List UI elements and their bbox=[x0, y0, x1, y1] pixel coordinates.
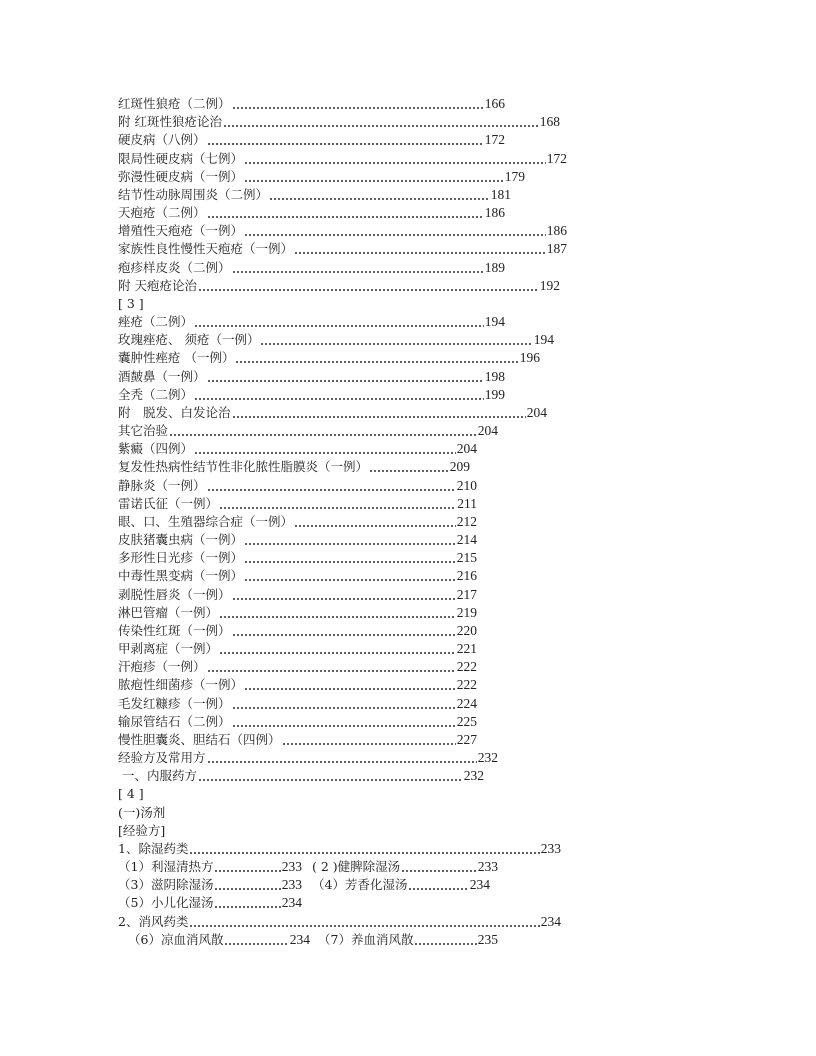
entry-title: 酒皶鼻（一例） bbox=[118, 368, 206, 384]
entry-title: [ 3 ] bbox=[118, 295, 144, 311]
dot-leader bbox=[189, 840, 539, 858]
toc-entry bbox=[118, 386, 505, 404]
dot-leader bbox=[223, 113, 539, 131]
dot-leader bbox=[189, 913, 539, 931]
dot-leader bbox=[294, 240, 546, 258]
entry-title: 结节性动脉周围炎（二例） bbox=[118, 186, 269, 202]
entry-title: 硬皮病（八例） bbox=[118, 132, 206, 148]
toc-entry bbox=[118, 95, 505, 113]
entry-title: 多形性日光疹（一例） bbox=[118, 550, 244, 566]
page-number: 199 bbox=[484, 386, 505, 402]
toc-entry bbox=[118, 731, 477, 749]
entry-title: 静脉炎（一例） bbox=[118, 477, 206, 493]
dot-leader bbox=[207, 477, 456, 495]
dot-leader bbox=[244, 222, 546, 240]
page-number: 221 bbox=[456, 641, 477, 657]
toc-entry bbox=[118, 876, 302, 894]
dot-leader bbox=[214, 894, 280, 912]
page-number: 181 bbox=[490, 186, 511, 202]
toc-entry bbox=[312, 876, 490, 894]
entry-title: 传染性红斑（一例） bbox=[118, 622, 231, 638]
dot-leader bbox=[207, 658, 456, 676]
dot-leader bbox=[207, 749, 477, 767]
page-number: 198 bbox=[484, 368, 505, 384]
entry-title: 紫癜（四例） bbox=[118, 441, 194, 457]
page-number: 233 bbox=[540, 840, 561, 856]
entry-title: （1）利湿清热方 bbox=[118, 859, 214, 875]
dot-leader bbox=[207, 131, 484, 149]
toc-entry bbox=[118, 331, 554, 349]
entry-title: 附 脱发、白发论治 bbox=[118, 404, 231, 420]
page-number: 204 bbox=[477, 423, 498, 439]
toc-entry bbox=[118, 295, 144, 313]
toc-entry bbox=[118, 204, 505, 222]
page-number: 187 bbox=[546, 241, 567, 257]
page-number: 168 bbox=[539, 114, 560, 130]
toc-entry bbox=[118, 767, 484, 785]
toc-entry bbox=[118, 313, 505, 331]
dot-leader bbox=[232, 259, 484, 277]
page-number: 232 bbox=[463, 768, 484, 784]
page-number: 212 bbox=[456, 513, 477, 529]
entry-title: 复发性热病性结节性非化脓性脂膜炎（一例） bbox=[118, 459, 369, 475]
page-number: 192 bbox=[539, 277, 560, 293]
entry-title: 淋巴管瘤（一例） bbox=[118, 604, 219, 620]
toc-entry bbox=[118, 804, 165, 822]
dot-leader bbox=[401, 858, 477, 876]
entry-title: 皮肤猪囊虫病（一例） bbox=[118, 532, 244, 548]
entry-title: 一、内服药方 bbox=[118, 768, 197, 784]
toc-entry bbox=[118, 222, 567, 240]
dot-leader bbox=[198, 277, 539, 295]
toc-entry bbox=[118, 586, 477, 604]
toc-entry bbox=[118, 695, 477, 713]
dot-leader bbox=[219, 495, 456, 513]
entry-title: 囊肿性痤疮 （一例） bbox=[118, 350, 235, 366]
entry-title: 天疱疮（二例） bbox=[118, 205, 206, 221]
entry-title: （6）凉血消风散 bbox=[128, 931, 224, 947]
dot-leader bbox=[169, 422, 477, 440]
page-number: 233 bbox=[281, 859, 302, 875]
dot-leader bbox=[269, 186, 490, 204]
entry-title: [ 4 ] bbox=[118, 786, 144, 802]
dot-leader bbox=[219, 640, 456, 658]
entry-title: 雷诺氏征（一例） bbox=[118, 495, 219, 511]
page-number: 179 bbox=[504, 168, 525, 184]
entry-title: 甲剥离症（一例） bbox=[118, 641, 219, 657]
entry-title: 疱疹样皮炎（二例） bbox=[118, 259, 231, 275]
page-number: 172 bbox=[546, 150, 567, 166]
entry-title: 限局性硬皮病（七例） bbox=[118, 150, 244, 166]
toc-entry bbox=[118, 404, 547, 422]
toc-entry bbox=[118, 495, 477, 513]
dot-leader bbox=[244, 676, 456, 694]
toc-entry bbox=[118, 440, 477, 458]
dot-leader bbox=[244, 168, 504, 186]
entry-title: 脓疱性细菌疹（一例） bbox=[118, 677, 244, 693]
dot-leader bbox=[408, 876, 468, 894]
toc-entry bbox=[118, 567, 477, 585]
page-number: 210 bbox=[456, 477, 477, 493]
entry-title: 玫瑰痤疮、 须疮（一例） bbox=[118, 332, 260, 348]
page-number: 204 bbox=[456, 441, 477, 457]
toc-entry bbox=[118, 622, 477, 640]
dot-leader bbox=[235, 349, 518, 367]
dot-leader bbox=[232, 95, 484, 113]
page-number: 227 bbox=[456, 731, 477, 747]
entry-title: 家族性良性慢性天疱疮（一例） bbox=[118, 241, 294, 257]
page-number: 194 bbox=[484, 314, 505, 330]
entry-title: [经验方] bbox=[118, 822, 166, 838]
entry-title: 全秃（二例） bbox=[118, 386, 194, 402]
toc-entry bbox=[118, 676, 477, 694]
dot-leader bbox=[219, 604, 456, 622]
dot-leader bbox=[294, 513, 456, 531]
entry-title: 红斑性狼疮（二例） bbox=[118, 96, 231, 111]
entry-title: 眼、口、生殖器综合症（一例） bbox=[118, 513, 294, 529]
toc-entry bbox=[118, 549, 477, 567]
toc-entry bbox=[118, 604, 477, 622]
page-number: 219 bbox=[456, 604, 477, 620]
dot-leader bbox=[194, 386, 484, 404]
dot-leader bbox=[207, 368, 484, 386]
entry-title: 中毒性黑变病（一例） bbox=[118, 568, 244, 584]
page-number: 235 bbox=[477, 931, 498, 947]
dot-leader bbox=[244, 567, 456, 585]
toc-entry bbox=[118, 277, 560, 295]
page-number: 209 bbox=[449, 459, 470, 475]
page-number: 194 bbox=[533, 332, 554, 348]
entry-title: （5）小儿化湿汤 bbox=[118, 895, 214, 911]
page-number: 224 bbox=[456, 695, 477, 711]
page-number: 216 bbox=[456, 568, 477, 584]
dot-leader bbox=[207, 204, 484, 222]
dot-leader bbox=[232, 404, 526, 422]
toc-entry bbox=[118, 840, 561, 858]
page-number: 233 bbox=[281, 877, 302, 893]
entry-title: 附 天疱疮论治 bbox=[118, 277, 197, 293]
toc-entry bbox=[118, 186, 511, 204]
toc-entry bbox=[118, 168, 525, 186]
entry-title: (一)汤剂 bbox=[118, 804, 166, 820]
toc-entry bbox=[118, 531, 477, 549]
dot-leader bbox=[260, 331, 532, 349]
dot-leader bbox=[244, 549, 456, 567]
page-number: 186 bbox=[484, 205, 505, 221]
toc-entry bbox=[118, 640, 477, 658]
toc-entry bbox=[118, 785, 144, 803]
toc-entry bbox=[118, 240, 567, 258]
toc-entry bbox=[118, 422, 498, 440]
page-number: 204 bbox=[526, 404, 547, 420]
entry-title: 其它治验 bbox=[118, 423, 169, 439]
dot-leader bbox=[244, 531, 456, 549]
toc-entry bbox=[118, 858, 302, 876]
page-number: 186 bbox=[546, 223, 567, 239]
entry-title: 经验方及常用方 bbox=[118, 750, 206, 766]
toc-entry bbox=[118, 894, 302, 912]
page-number: 214 bbox=[456, 532, 477, 548]
toc-entry bbox=[118, 368, 505, 386]
entry-title: 慢性胆囊炎、胆结石（四例） bbox=[118, 731, 281, 747]
dot-leader bbox=[194, 440, 456, 458]
entry-title: 输尿管结石（二例） bbox=[118, 713, 231, 729]
toc-entry bbox=[118, 749, 498, 767]
toc-entry bbox=[118, 658, 477, 676]
dot-leader bbox=[198, 767, 463, 785]
page-number: 234 bbox=[469, 877, 490, 893]
dot-leader bbox=[369, 458, 449, 476]
page-number: 232 bbox=[477, 750, 498, 766]
dot-leader bbox=[414, 931, 476, 949]
page-number: 196 bbox=[519, 350, 540, 366]
page-number: 211 bbox=[457, 495, 477, 511]
toc-entry bbox=[118, 259, 505, 277]
dot-leader bbox=[214, 858, 280, 876]
entry-title: （3）滋阴除湿汤 bbox=[118, 877, 214, 893]
entry-title: （7）养血消风散 bbox=[318, 931, 414, 947]
toc-entry bbox=[118, 131, 505, 149]
page-number: 233 bbox=[477, 859, 498, 875]
toc-entry bbox=[118, 477, 477, 495]
toc-entry bbox=[118, 913, 561, 931]
toc-entry bbox=[318, 931, 498, 949]
entry-title: 毛发红糠疹（一例） bbox=[118, 695, 231, 711]
entry-title: 弥漫性硬皮病（一例） bbox=[118, 168, 244, 184]
toc-entry bbox=[312, 858, 498, 876]
page-number: 222 bbox=[456, 659, 477, 675]
entry-title: 增殖性天疱疮（一例） bbox=[118, 223, 244, 239]
entry-title: 汗疱疹（一例） bbox=[118, 659, 206, 675]
dot-leader bbox=[214, 876, 280, 894]
page-number: 189 bbox=[484, 259, 505, 275]
dot-leader bbox=[232, 586, 456, 604]
toc-entry bbox=[118, 349, 540, 367]
toc-entry bbox=[118, 713, 477, 731]
dot-leader bbox=[232, 695, 456, 713]
entry-title: ( 2 )健脾除湿汤 bbox=[312, 859, 401, 875]
dot-leader bbox=[282, 731, 456, 749]
entry-title: 痤疮（二例） bbox=[118, 314, 194, 330]
toc-entry bbox=[128, 931, 310, 949]
page-number: 217 bbox=[456, 586, 477, 602]
dot-leader bbox=[232, 713, 456, 731]
page-number: 220 bbox=[456, 622, 477, 638]
toc-entry bbox=[118, 150, 567, 168]
page-number: 172 bbox=[484, 132, 505, 148]
dot-leader bbox=[232, 622, 456, 640]
entry-title: 剥脱性唇炎（一例） bbox=[118, 586, 231, 602]
page-number: 215 bbox=[456, 550, 477, 566]
dot-leader bbox=[244, 150, 546, 168]
page-number: 234 bbox=[540, 913, 561, 929]
page-number: 234 bbox=[289, 931, 310, 947]
page-number: 225 bbox=[456, 713, 477, 729]
dot-leader bbox=[194, 313, 484, 331]
page-number: 222 bbox=[456, 677, 477, 693]
toc-entry bbox=[118, 513, 477, 531]
entry-title: （4）芳香化湿汤 bbox=[312, 877, 408, 893]
toc-entry bbox=[118, 113, 560, 131]
dot-leader bbox=[224, 931, 288, 949]
toc-entry bbox=[118, 822, 165, 840]
page-number: 234 bbox=[281, 895, 302, 911]
entry-title: 附 红斑性狼疮论治 bbox=[118, 114, 222, 130]
page-number: 166 bbox=[484, 96, 505, 111]
toc-entry bbox=[118, 458, 470, 476]
entry-title: 1、除湿药类 bbox=[118, 840, 189, 856]
entry-title: 2、消风药类 bbox=[118, 913, 189, 929]
